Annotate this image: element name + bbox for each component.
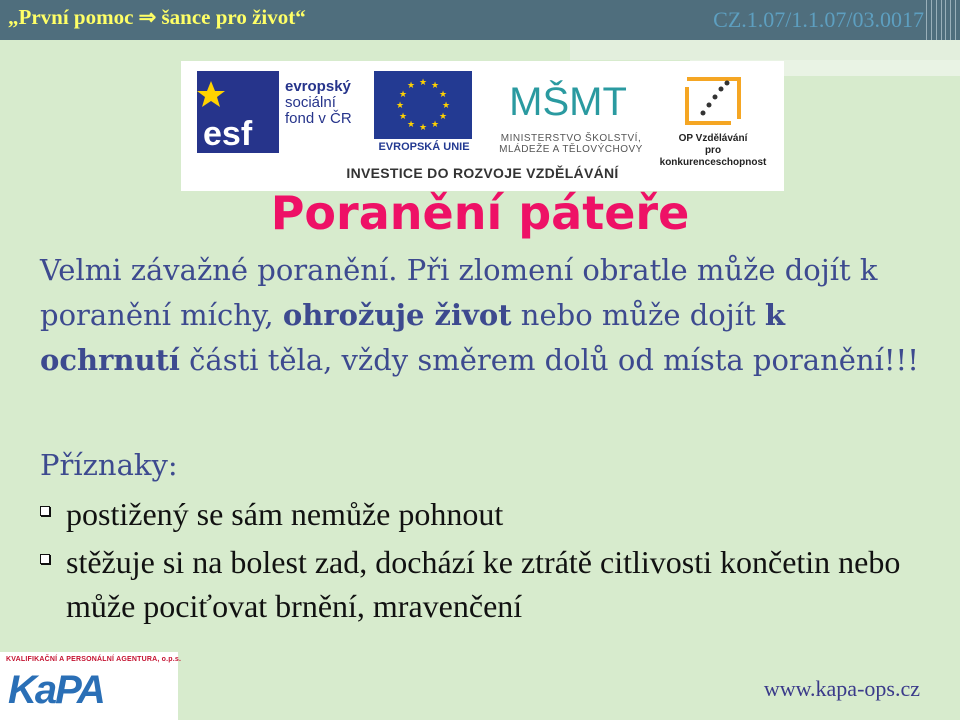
svg-text:★: ★ [418, 123, 428, 133]
esf-mark: esf [203, 115, 253, 153]
svg-text:★: ★ [395, 101, 405, 111]
svg-text:★: ★ [438, 112, 448, 122]
emphasis-paralysis: k ochrnutí [40, 298, 785, 377]
course-title: „První pomoc ⇒ šance pro život“ [8, 5, 306, 29]
footer-url[interactable]: www.kapa-ops.cz [763, 676, 920, 701]
svg-text:★: ★ [406, 120, 416, 130]
symptoms-heading: Příznaky: [40, 448, 178, 482]
svg-text:★: ★ [438, 90, 448, 100]
slide-title: Poranění páteře [270, 186, 690, 240]
project-code: CZ.1.07/1.1.07/03.0017 [713, 7, 924, 32]
msmt-logo [509, 67, 627, 133]
decorative-stripes [926, 0, 960, 40]
svg-text:★: ★ [430, 81, 440, 91]
kapa-wordmark: KaPA [8, 668, 104, 712]
eu-label: EVROPSKÁ UNIE [378, 141, 470, 153]
intro-paragraph: Velmi závažné poranění. Při zlomení obratle může dojít k poranění míchy, ohrožuje život nebo může dojít k ochrnutí části těla, vždy směrem dolů od místa poranění!!! [40, 253, 919, 377]
msmt-caption: MINISTERSTVO ŠKOLSTVÍ, MLÁDEŽE A TĚLOVÝCHOVY [499, 133, 643, 155]
kapa-caption: KVALIFIKAČNÍ A PERSONÁLNÍ AGENTURA, o.p.s. [6, 656, 182, 663]
esf-logo [197, 71, 279, 153]
svg-text:★: ★ [398, 112, 408, 122]
header-bar [0, 0, 960, 40]
svg-text:★: ★ [418, 78, 428, 88]
investice-caption: INVESTICE DO ROZVOJE VZDĚLÁVÁNÍ [346, 165, 619, 181]
msmt-mark: MŠMT [509, 80, 627, 124]
op-caption: OP Vzdělávání pro konkurenceschopnost [659, 133, 767, 168]
decorative-band [570, 40, 960, 60]
svg-text:★: ★ [398, 90, 408, 100]
kapa-logo [0, 652, 182, 720]
sponsor-logos [181, 61, 784, 191]
esf-caption: evropský sociální fond v ČR [285, 78, 352, 127]
svg-text:★: ★ [430, 120, 440, 130]
eu-flag-icon [374, 71, 472, 139]
emphasis-danger: ohrožuje život [282, 298, 512, 332]
op-vzdelavani-logo [679, 71, 749, 131]
checkbox-bullet-icon [40, 554, 50, 564]
checkbox-bullet-icon [40, 506, 50, 516]
svg-text:★: ★ [441, 101, 451, 111]
svg-text:★: ★ [406, 81, 416, 91]
